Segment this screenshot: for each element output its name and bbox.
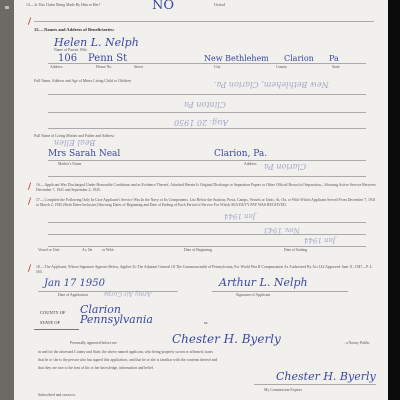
personally-text: Personally appeared before me [70,341,117,345]
bleed-through-children-1: Clinton Pa [184,100,226,109]
notary-signature-line [254,384,376,385]
signature-line [212,291,348,292]
q17-line-3 [48,246,366,247]
q14-tail: Oxford [214,3,225,7]
address-label-2: House No. [96,65,113,69]
bleed-through-q17-1: Jan 1944 [224,212,256,220]
compensation-application-page [14,0,388,400]
children-line-3 [48,128,366,129]
punch-mark [5,6,9,9]
state-label: STATE OF [40,320,61,325]
ss-mark: ss [204,320,208,325]
q17-sub-2: At, On [82,248,93,252]
oath-line-3: that they are true to the best of his or her knowledge, information and belief. [38,366,154,370]
bleed-through-children-2: Aug. 20 1950 [174,118,229,127]
address-street: Penn St [88,53,128,64]
address-state: Pa [329,54,339,63]
bleed-through-stamp: Army Air Corps [104,290,152,297]
q17-sub-1: Vessel or Unit [38,248,60,252]
red-check-16: / [28,182,32,192]
parents-line-2 [48,176,366,177]
bleed-through-parents-1: Beal Ellen [54,138,96,147]
bleed-through-q17-2: Nov. 1943 [264,226,300,234]
notary-name: Chester H. Byerly [172,332,281,346]
application-date: Jan 17 1950 [44,278,105,289]
address-label-6: State [332,65,340,69]
children-line-1 [48,94,366,95]
beneficiary-sub: Name of Parent, Wife [54,48,88,52]
parents-label: Full Name of Living Mother and Father and Address [34,134,115,138]
minor-children-label: Full Name, Address and Age of Minor Living Child or Children [34,79,132,83]
state-value: Pennsylvania [80,313,153,326]
oath-line-2: that he or she is the person who has signed this application, and that he or she is familiar with the contents thereof and [38,358,218,362]
q15-heading: 15.—Names and Address of Beneficiaries: [34,27,115,32]
county-value: Clarion [80,303,121,316]
address-house: 106 [58,53,78,64]
address-label-4: City [214,65,221,69]
date-label: Date of Application [58,293,88,297]
subscribed-label: Subscribed and sworn to [38,393,76,397]
notary-signature: Chester H. Byerly [276,370,376,383]
q18-text: 18.—The Applicant, Whose Signature Appears Below, Applies To The Adjutant General Of The Commonwealth of Pennsylvania, For World War II Compensation As Authorized By Act 142 Approved June 11, 1947—P. L. 565. [36,265,373,274]
q16-text: 16.—Applicant Was Discharged Under Honorable Conditions and as Evidence Thereof, Attached Herein Is Original Discharge or Separation Papers or Other Official Record of Separation—Showing Active Service Between December 7, 1941 and September 2, 1945. [36,183,376,192]
commission-label: My Commission Expires [264,388,302,392]
address-label-3: Street [134,65,143,69]
q17-line-1 [48,222,366,223]
q14-label: 14.—Is This Claim Being Made By Him or Her? [26,3,101,7]
venue-rule [34,329,79,330]
address-city: New Bethlehem [204,54,269,63]
q17-text: 17.—Complete the Following Only In Case Applicant's Service Was In the Navy or Its Components. List Below the Stations, Posts, Camps, Vessels or Units, At, On, or With Which Applicant Served From December 7, 1941 to March 2, 1945 (Both Dates Inclusive) Showing Dates of Beginning and Date of Ending of Each Period of Service For Which SEA DUTY PAY WAS RECEIVED. [36,198,376,207]
q17-sub-5: Date of Ending [284,248,308,252]
address-label-1: Address [50,65,63,69]
q17-sub-3: or With [102,248,114,252]
notary-tail: , a Notary Public [344,341,370,345]
address-label-5: County [276,65,288,69]
red-check-18: / [28,264,32,274]
signature-label: Signature of Applicant [236,293,271,297]
q14-divider [34,21,374,22]
parents-line [48,160,366,161]
bleed-through-parents-2: Clarion Pa [264,162,307,171]
children-line-2 [48,112,366,113]
beneficiary-name: Helen L. Nelph [54,36,139,49]
oath-line-1: in and for the aforesaid County and State, the above named applicant, who being properly sworn or affirmed, states [38,350,214,354]
address-line [48,63,366,64]
bleed-through-q17-3: Jan 1944 [304,236,336,244]
red-check-17: / [28,197,32,207]
mother-city: Clarion, Pa. [214,149,268,159]
mother-name: Mrs Sarah Neal [48,149,121,159]
red-check-14: / [28,17,32,27]
scan-edge [0,0,14,400]
q14-answer: NO [152,0,175,13]
parents-sub-2: Address [244,162,257,166]
parents-sub-1: Mother's Name [58,162,82,166]
q17-sub-4: Date of Beginning [184,248,213,252]
county-label: COUNTY OF [40,310,66,315]
address-county: Clarion [284,54,314,63]
bleed-through-q15: New Bethlehem, Clarion Pa. [214,80,329,89]
applicant-signature: Arthur L. Nelph [219,276,308,289]
q17-line-2 [48,234,366,235]
